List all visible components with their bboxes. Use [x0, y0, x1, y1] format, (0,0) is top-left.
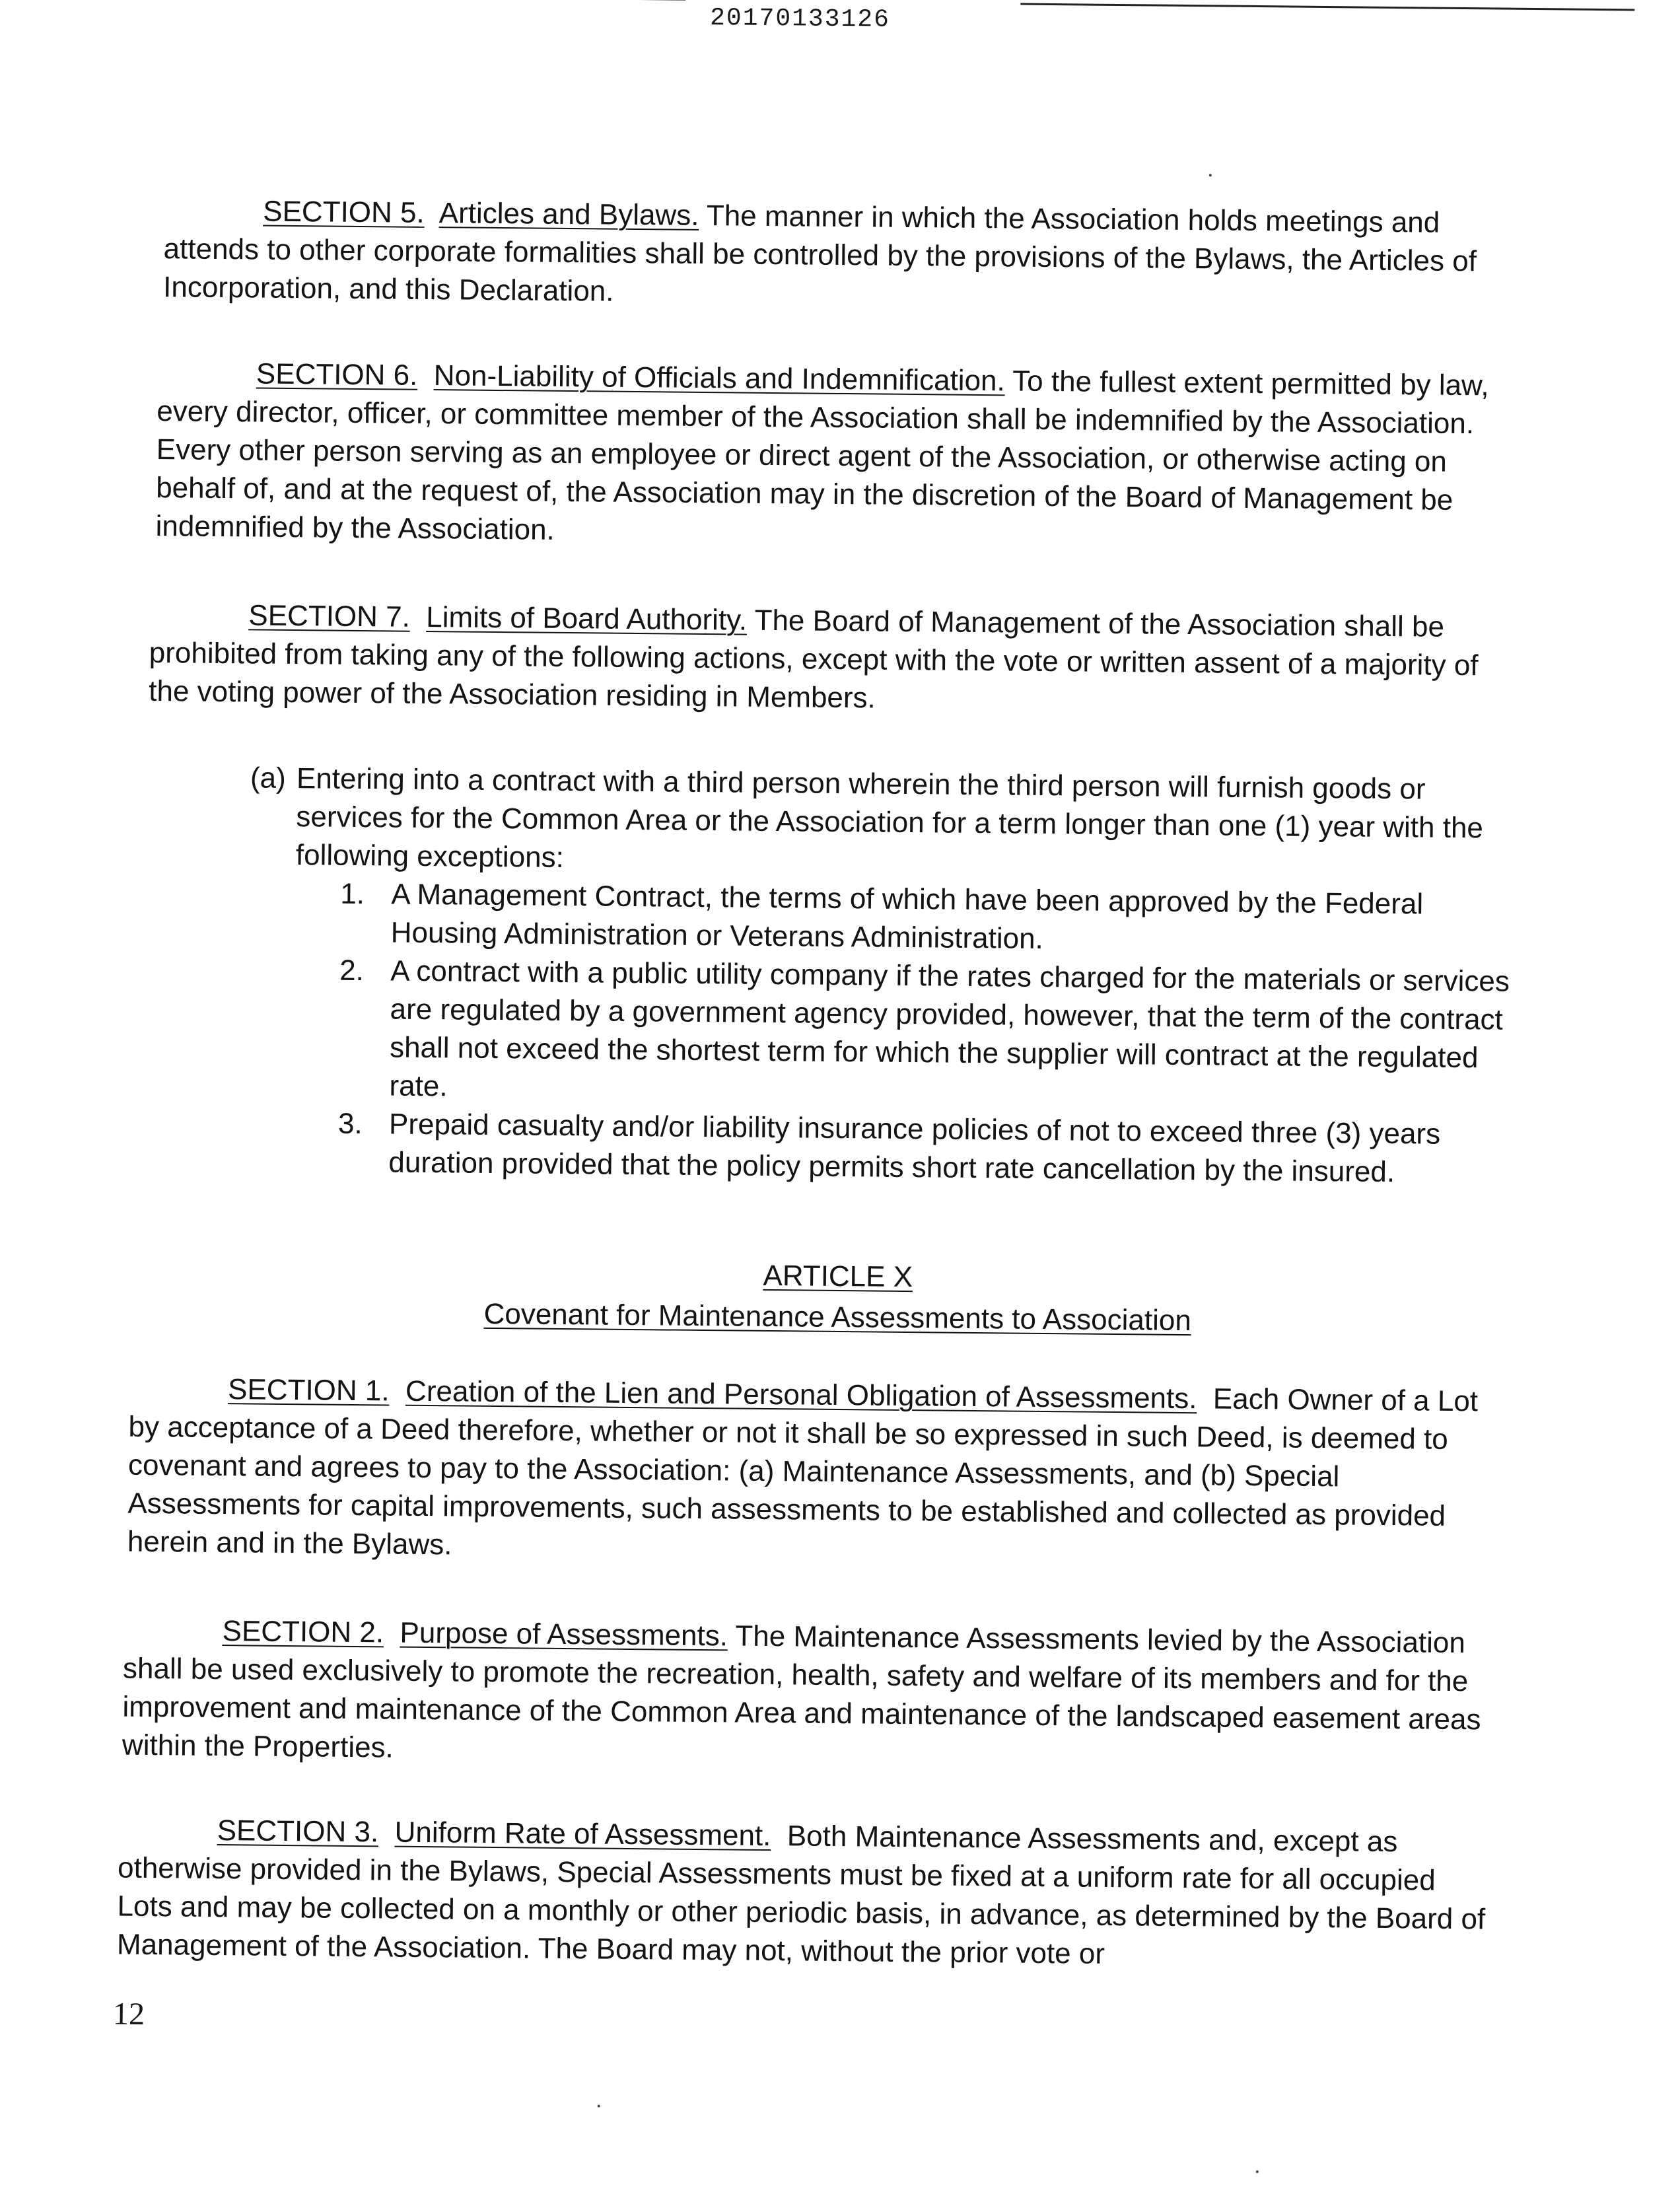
- section-7-body: The Board of Management of the Association shall be prohibited from taking any of the following actions, except with the vote or written assent of a majority of the voting power of the Association residing in Members.: [149, 604, 1479, 715]
- page-number: 12: [112, 1996, 145, 2032]
- article-title: Covenant for Maintenance Assessments to Association: [483, 1297, 1192, 1337]
- article-section-1-label: SECTION 1.: [227, 1373, 390, 1407]
- header-rule-left: [570, 0, 685, 1]
- section-5-title: Articles and Bylaws.: [438, 197, 699, 232]
- article-section-2: [122, 1612, 1500, 1778]
- list-item: [293, 951, 1516, 1116]
- section-6: [155, 354, 1534, 559]
- article-section-3-body: Both Maintenance Assessments and, except as otherwise provided in the Bylaws, Special Assessments must be fixed at a uniform rate for all occupied Lots and may be collected on a monthly or other periodic basis, in advance, as determined by the Board of Management of the Association. The Board may not, without the prior vote or: [116, 1820, 1486, 1970]
- section-5-label: SECTION 5.: [263, 195, 425, 229]
- section-6-body: To the fullest extent permitted by law, every director, officer, or committee member of the Association shall be indemnified by the Association. Every other person serving as an employee or direct agent of the Association, or otherwise acting on behalf of, and at the request of, the Association may in the discretion of the Board of Management be indemnified by the Association.: [155, 365, 1489, 546]
- list-item-text: A Management Contract, the terms of which have been approved by the Federal Housing Administration or Veterans Administration.: [390, 878, 1424, 955]
- section-6-label: SECTION 6.: [256, 357, 418, 392]
- section-5-body: The manner in which the Association holds meetings and attends to other corporate formalities shall be controlled by the provisions of the Bylaws, the Articles of Incorporation, and this Declaration.: [162, 199, 1477, 308]
- scan-speck: [1209, 174, 1212, 176]
- document-number: 20170133126: [709, 4, 891, 34]
- article-section-2-body: The Maintenance Assessments levied by the Association shall be used exclusively to promote the recreation, health, safety and welfare of its members and for the improvement and maintenance of the Common Area and maintenance of the landscaped easement areas within the Properties.: [122, 1619, 1481, 1764]
- list-item: [295, 874, 1517, 963]
- article-section-3-label: SECTION 3.: [217, 1814, 379, 1849]
- article-section-1-title: Creation of the Lien and Personal Obligation of Assessments.: [405, 1374, 1197, 1415]
- section-7-title: Limits of Board Authority.: [426, 600, 748, 637]
- article-number: ARTICLE X: [763, 1259, 913, 1294]
- header-rule-right: [1020, 3, 1634, 11]
- list-item: [293, 1104, 1515, 1193]
- list-a: [246, 759, 1518, 1192]
- section-7: [149, 596, 1527, 724]
- list-a-text: Entering into a contract with a third person wherein the third person will furnish goods or services for the Common Area or the Association for a term longer than one (1) year with the following exceptions:: [295, 762, 1484, 874]
- article-section-2-title: Purpose of Assessments.: [400, 1616, 728, 1653]
- article-heading: [0, 1248, 1678, 1346]
- list-a-label: (a): [250, 762, 287, 795]
- article-section-1-body: Each Owner of a Lot by acceptance of a Deed therefore, whether or not it shall be so expressed in such Deed, is deemed to covenant and agrees to pay to the Association: (a) Maintenance Assessments, and (b) Special Assessments for capital improvements, such assessments to be established and collected as provided herein and in the Bylaws.: [127, 1382, 1479, 1561]
- list-item-text: Prepaid casualty and/or liability insurance policies of not to exceed three (3) years duration provided that the policy permits short rate cancellation by the insured.: [388, 1108, 1441, 1189]
- article-section-1: [127, 1370, 1506, 1575]
- section-7-label: SECTION 7.: [248, 599, 411, 633]
- article-section-2-label: SECTION 2.: [222, 1615, 384, 1649]
- section-6-title: Non-Liability of Officials and Indemnification.: [433, 359, 1005, 398]
- article-section-3-title: Uniform Rate of Assessment.: [394, 1816, 771, 1853]
- list-item-number: 3.: [337, 1107, 363, 1141]
- list-item-number: 2.: [339, 954, 365, 987]
- article-section-3: [117, 1811, 1495, 1977]
- list-item-text: A contract with a public utility company if the rates charged for the materials or services are regulated by a government agency provided, however, that the term of the contract shall not exceed the shortest term for which the supplier will contract at the regulated rate.: [389, 954, 1510, 1103]
- scan-speck: [1256, 2170, 1259, 2173]
- list-item-number: 1.: [340, 877, 365, 911]
- section-5: [163, 192, 1541, 320]
- scan-speck: [598, 2105, 600, 2108]
- exceptions-list: [293, 874, 1517, 1193]
